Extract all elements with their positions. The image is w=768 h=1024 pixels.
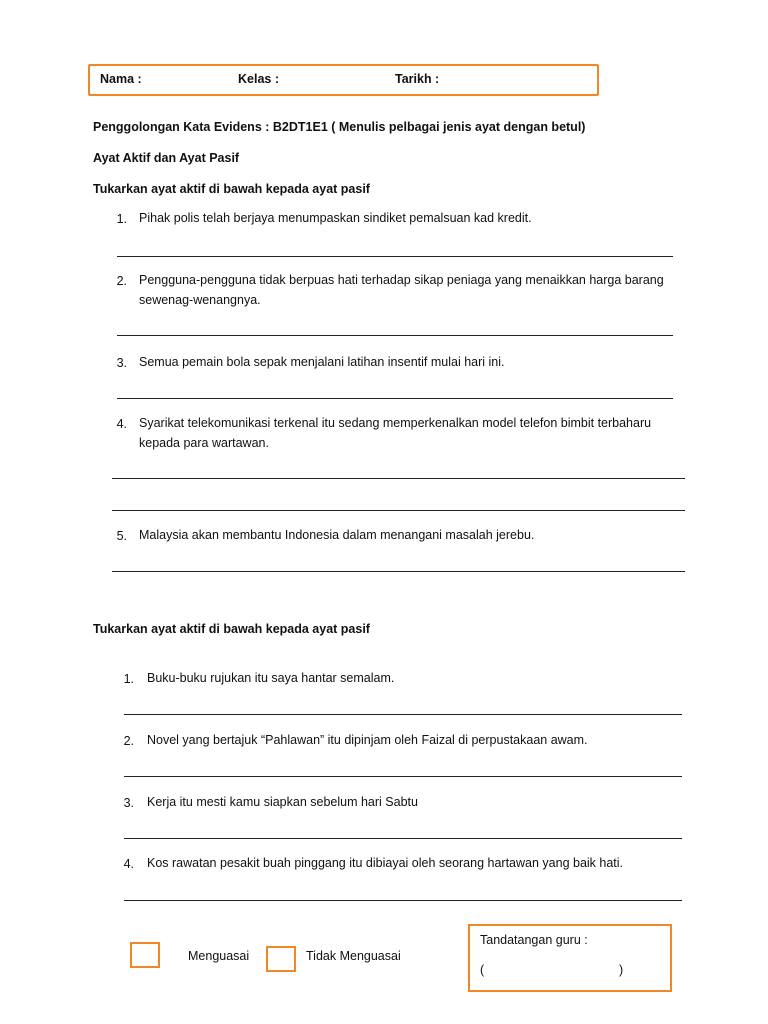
- question-text: Malaysia akan membantu Indonesia dalam menangani masalah jerebu.: [139, 528, 535, 542]
- answer-line[interactable]: [117, 335, 673, 336]
- question-text: Kerja itu mesti kamu siapkan sebelum hari Sabtu: [147, 795, 418, 809]
- question-text: Syarikat telekomunikasi terkenal itu sedang memperkenalkan model telefon bimbit terbaharu kepada para wartawan.: [139, 416, 652, 450]
- signature-paren-close: ): [619, 963, 624, 977]
- question-text: Kos rawatan pesakit buah pinggang itu dibiayai oleh seorang hartawan yang baik hati.: [147, 856, 624, 870]
- question-text: Novel yang bertajuk “Pahlawan” itu dipinjam oleh Faizal di perpustakaan awam.: [147, 733, 588, 747]
- question-number: 2.: [123, 734, 134, 748]
- menguasai-checkbox[interactable]: [130, 942, 160, 968]
- answer-line[interactable]: [112, 478, 685, 479]
- question-text: Buku-buku rujukan itu saya hantar semalam.: [147, 671, 395, 685]
- menguasai-label: Menguasai: [188, 949, 250, 963]
- date-label: Tarikh :: [395, 72, 440, 86]
- topic-heading: Ayat Aktif dan Ayat Pasif: [93, 151, 240, 165]
- question-number: 3.: [116, 356, 127, 370]
- tidak-menguasai-checkbox[interactable]: [266, 946, 296, 972]
- section1-instruction: Tukarkan ayat aktif di bawah kepada ayat pasif: [93, 182, 370, 196]
- question-number: 1.: [116, 212, 127, 226]
- student-info-box: [88, 64, 599, 96]
- signature-paren-open: (: [480, 963, 485, 977]
- question-number: 3.: [123, 796, 134, 810]
- question-text: Pihak polis telah berjaya menumpaskan sindiket pemalsuan kad kredit.: [139, 211, 532, 225]
- question-number: 2.: [116, 274, 127, 288]
- answer-line[interactable]: [112, 510, 685, 511]
- question-number: 5.: [116, 529, 127, 543]
- answer-line[interactable]: [124, 776, 682, 777]
- section2-instruction: Tukarkan ayat aktif di bawah kepada ayat pasif: [93, 622, 370, 636]
- teacher-signature-label: Tandatangan guru :: [480, 933, 588, 947]
- tidak-menguasai-label: Tidak Menguasai: [306, 949, 401, 963]
- answer-line[interactable]: [117, 256, 673, 257]
- answer-line[interactable]: [117, 398, 673, 399]
- class-label: Kelas :: [238, 72, 279, 86]
- name-label: Nama :: [100, 72, 142, 86]
- answer-line[interactable]: [124, 838, 682, 839]
- question-number: 1.: [123, 672, 134, 686]
- question-number: 4.: [116, 417, 127, 431]
- answer-line[interactable]: [124, 900, 682, 901]
- question-number: 4.: [123, 857, 134, 871]
- evidence-heading: Penggolongan Kata Evidens : B2DT1E1 ( Menulis pelbagai jenis ayat dengan betul): [93, 120, 586, 134]
- answer-line[interactable]: [124, 714, 682, 715]
- question-text: Pengguna-pengguna tidak berpuas hati terhadap sikap peniaga yang menaikkan harga barang sewenag-wenangnya.: [139, 273, 664, 307]
- answer-line[interactable]: [112, 571, 685, 572]
- question-text: Semua pemain bola sepak menjalani latihan insentif mulai hari ini.: [139, 355, 505, 369]
